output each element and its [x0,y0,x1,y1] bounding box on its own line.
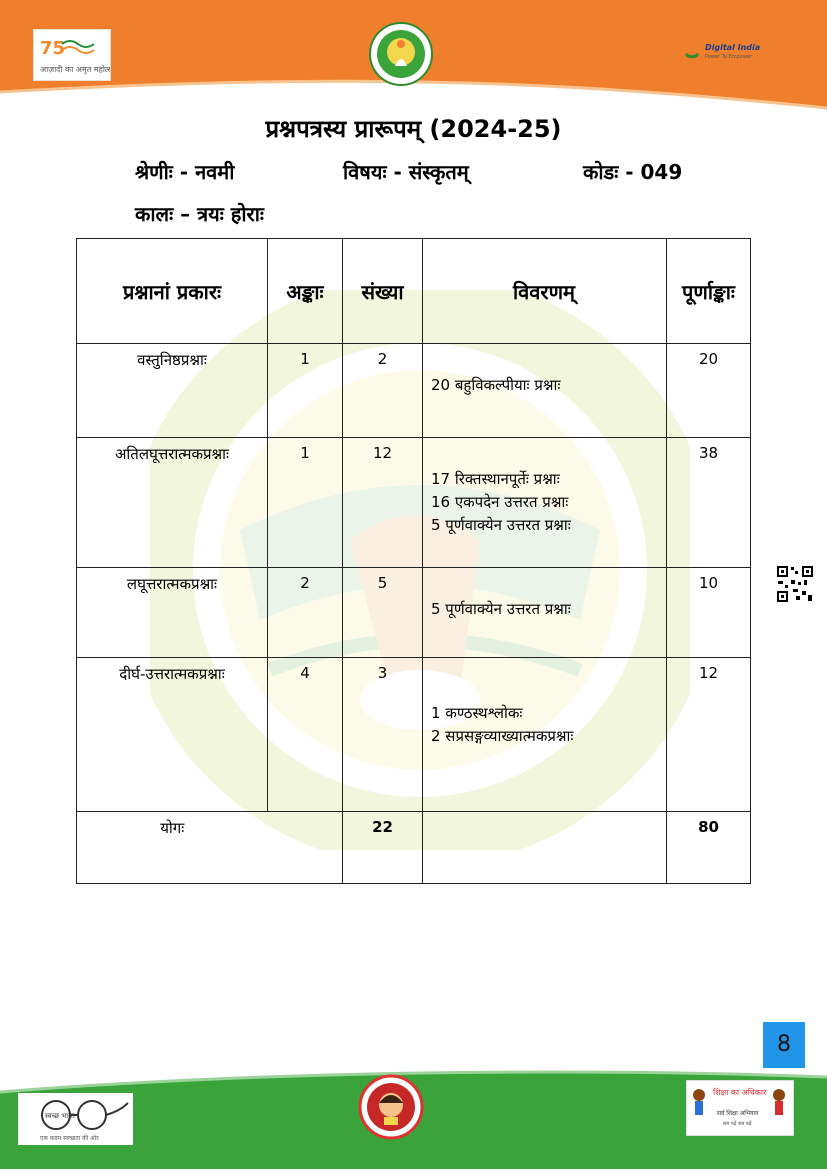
page-number: 8 [763,1022,805,1068]
grade-label: श्रेणीः - नवमी [135,160,235,184]
total-marks: 12 [667,658,751,812]
beti-bachao-logo [358,1073,424,1141]
detail-line: 1 कण्ठस्थश्लोकः [431,704,523,722]
svg-text:सब पढ़ें सब बढ़ें: सब पढ़ें सब बढ़ें [723,1121,752,1127]
grand-total: 80 [667,812,751,884]
count: 2 [343,344,423,438]
details [423,658,667,812]
detail-line: 16 एकपदेन उत्तरत प्रश्नाः [431,493,569,511]
total-marks: 38 [667,438,751,568]
detail-line: 20 बहुविकल्पीयाः प्रश्नाः [431,376,561,394]
right-to-education-logo [686,1080,794,1136]
question-type: लघूत्तरात्मकप्रश्नाः [77,568,268,658]
count: 3 [343,658,423,812]
svg-text:सर्व शिक्षा अभियान: सर्व शिक्षा अभियान [717,1110,759,1117]
marks: 1 [268,438,343,568]
azadi-text: आज़ादी का अमृत महोत्सव [40,65,110,74]
detail-line: 17 रिक्तस्थानपूर्तेः प्रश्नाः [431,470,560,488]
question-type: दीर्घ-उत्तरात्मकप्रश्नाः [77,658,268,812]
svg-text:Power To Empower: Power To Empower [705,54,753,60]
rte-text: शिक्षा का अधिकार [713,1088,767,1097]
total-count: 22 [343,812,423,884]
marks: 2 [268,568,343,658]
question-paper-table [76,238,751,884]
swachh-bharat-text: स्वच्छ भारत [45,1112,75,1120]
azadi-number: 75 [40,38,66,59]
header-details: विवरणम् [423,239,667,344]
haryana-board-logo [369,22,433,86]
header-count: संख्या [343,239,423,344]
marks: 1 [268,344,343,438]
details [423,568,667,658]
azadi-ka-amrit-mahotsav-logo [33,29,111,81]
details [423,438,667,568]
question-type: वस्तुनिष्ठप्रश्नाः [77,344,268,438]
marks: 4 [268,658,343,812]
total-marks-empty [268,812,343,884]
swachh-bharat-logo [18,1093,133,1145]
total-details-empty [423,812,667,884]
code-label: कोडः - 049 [583,160,683,184]
header-question-type: प्रश्नानां प्रकारः [77,239,268,344]
count: 12 [343,438,423,568]
table-row [77,658,751,812]
question-type: अतिलघूत्तरात्मकप्रश्नाः [77,438,268,568]
total-label: योगः [77,812,268,884]
count: 5 [343,568,423,658]
page-title: प्रश्नपत्रस्य प्रारूपम् (2024-25) [265,115,562,143]
total-marks: 10 [667,568,751,658]
detail-line: 2 सप्रसङ्गव्याख्यात्मकप्रश्नाः [431,727,574,745]
svg-text:एक कदम स्वच्छता की ओर: एक कदम स्वच्छता की ओर [40,1135,99,1142]
table-header-row [77,239,751,344]
details [423,344,667,438]
header-marks: अङ्काः [268,239,343,344]
detail-line: 5 पूर्णवाक्येन उत्तरत प्रश्नाः [431,600,571,618]
table-row [77,568,751,658]
table-total-row [77,812,751,884]
table-row [77,438,751,568]
digital-india-logo [680,36,760,66]
time-label: कालः – त्रयः होराः [135,202,264,226]
detail-line: 5 पूर्णवाक्येन उत्तरत प्रश्नाः [431,516,571,534]
digital-india-text: Digital India [705,43,760,52]
total-marks: 20 [667,344,751,438]
qr-code [776,565,814,603]
subject-label: विषयः - संस्कृतम् [343,160,469,184]
table-row [77,344,751,438]
header-total-marks: पूर्णाङ्काः [667,239,751,344]
